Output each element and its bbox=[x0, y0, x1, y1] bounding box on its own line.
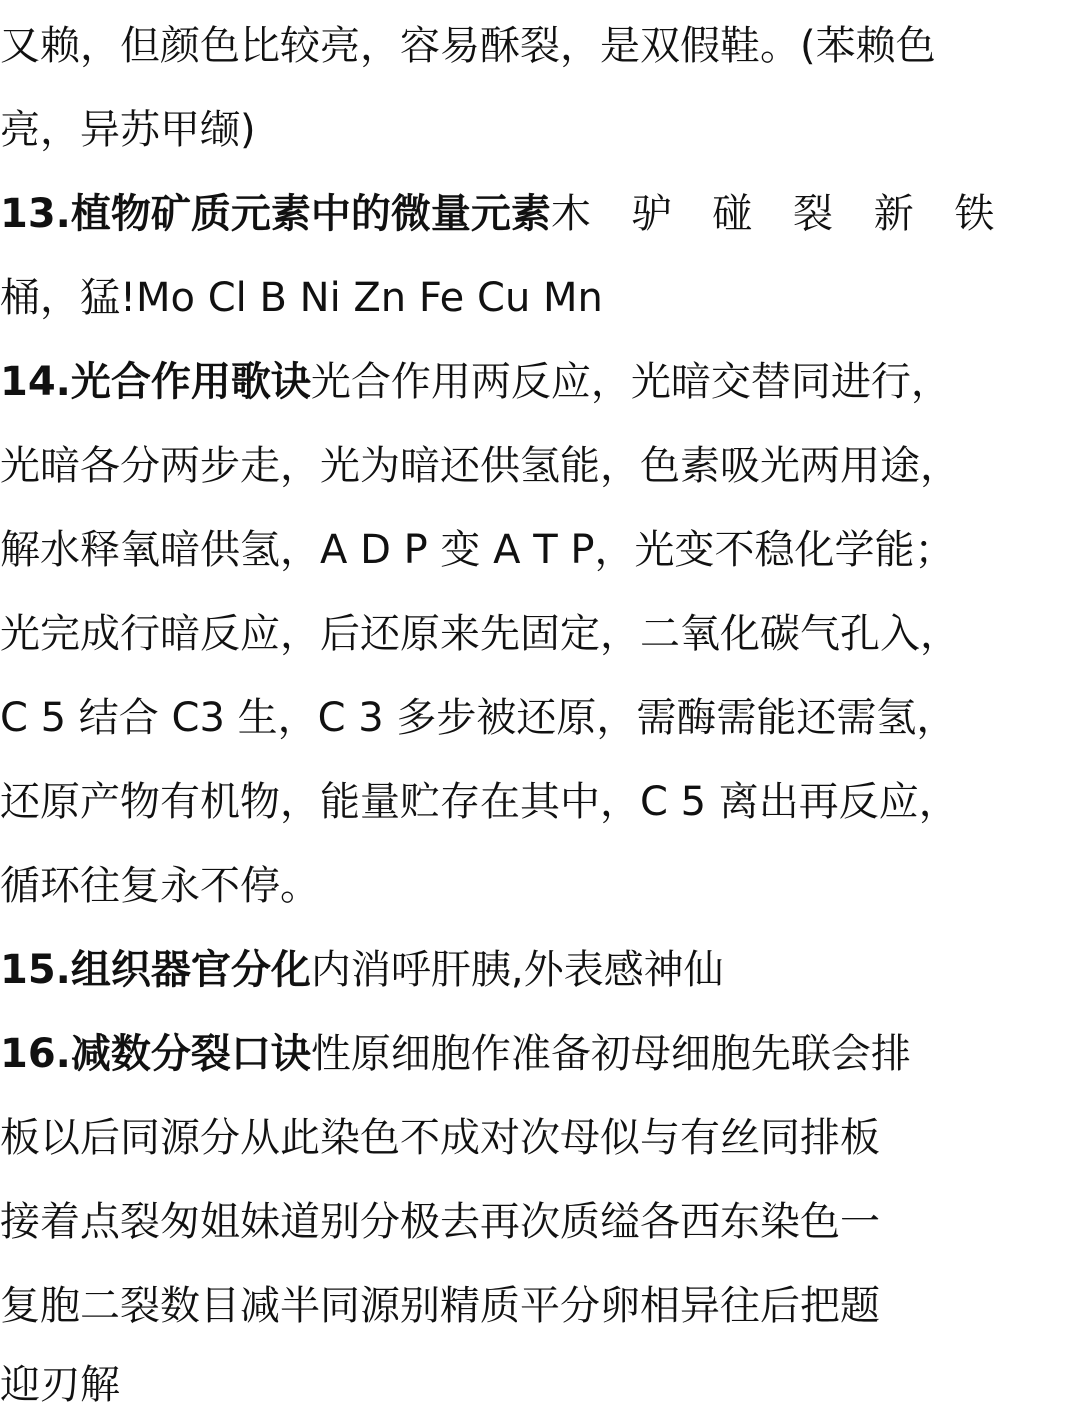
section-13-text: 木 驴 碰 裂 新 铁 bbox=[550, 191, 1009, 237]
section-15-line bbox=[0, 928, 1080, 1012]
line-text: 光暗各分两步走，光为暗还供氢能，色素吸光两用途， bbox=[0, 443, 960, 489]
text-line-17 bbox=[0, 1343, 1080, 1427]
text-line-10 bbox=[0, 760, 1080, 844]
line-text: 复胞二裂数目减半同源别精质平分卵相异往后把题 bbox=[0, 1283, 880, 1329]
line-text: C 5 结合 C3 生，C 3 多步被还原，需酶需能还需氢， bbox=[0, 695, 957, 741]
text-line-2 bbox=[0, 88, 1080, 172]
line-text: 光完成行暗反应，后还原来先固定，二氧化碳气孔入， bbox=[0, 611, 960, 657]
section-14-heading: 14.光合作用歌诀 bbox=[0, 359, 311, 405]
text-line-6 bbox=[0, 424, 1080, 508]
line-text: 亮，异苏甲缬) bbox=[0, 107, 256, 153]
line-text: 板以后同源分从此染色不成对次母似与有丝同排板 bbox=[0, 1115, 880, 1161]
line-text: 桶，猛!Mo Cl B Ni Zn Fe Cu Mn bbox=[0, 275, 603, 321]
text-line-9 bbox=[0, 676, 1080, 760]
text-line-7 bbox=[0, 508, 1080, 592]
section-16-text: 性原细胞作准备初母细胞先联会排 bbox=[310, 1031, 911, 1077]
section-13-heading: 13.植物矿质元素中的微量元素 bbox=[0, 191, 551, 237]
text-line-4 bbox=[0, 256, 1080, 340]
line-text: 又赖，但颜色比较亮，容易酥裂，是双假鞋。(苯赖色 bbox=[0, 23, 936, 69]
section-16-heading: 16.减数分裂口诀 bbox=[0, 1031, 311, 1077]
section-14-text: 光合作用两反应，光暗交替同进行， bbox=[310, 359, 951, 405]
section-15-text: 内消呼肝胰,外表感神仙 bbox=[310, 947, 724, 993]
section-15-heading: 15.组织器官分化 bbox=[0, 947, 311, 993]
text-line-8 bbox=[0, 592, 1080, 676]
text-line-16 bbox=[0, 1264, 1080, 1348]
line-text: 循环往复永不停。 bbox=[0, 863, 320, 909]
text-line-1 bbox=[0, 4, 1080, 88]
line-text: 迎刃解 bbox=[0, 1362, 120, 1408]
text-line-11 bbox=[0, 844, 1080, 928]
line-text: 解水释氧暗供氢，A D P 变 A T P，光变不稳化学能； bbox=[0, 527, 955, 573]
line-text: 接着点裂匆姐妹道别分极去再次质缢各西东染色一 bbox=[0, 1199, 880, 1245]
section-13-line bbox=[0, 172, 1080, 256]
line-text: 还原产物有机物，能量贮存在其中，C 5 离出再反应， bbox=[0, 779, 959, 825]
text-line-15 bbox=[0, 1180, 1080, 1264]
section-14-line bbox=[0, 340, 1080, 424]
section-16-line bbox=[0, 1012, 1080, 1096]
text-line-14 bbox=[0, 1096, 1080, 1180]
